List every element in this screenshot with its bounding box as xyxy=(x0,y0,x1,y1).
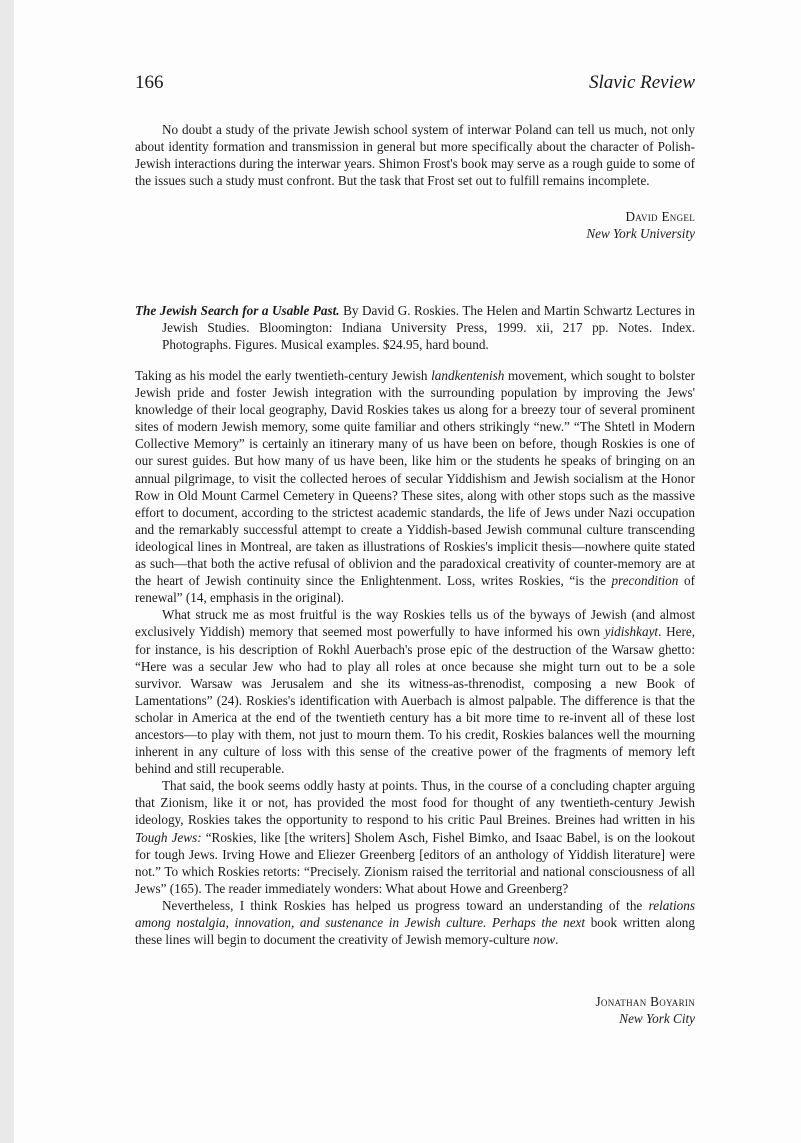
review2-paragraph-3: That said, the book seems oddly hasty at points. Thus, in the course of a concluding chapter arguing that Zionism, like it or not, has provided the most food for thought of any twentieth-century Jewish ideology, Roskies takes the opportunity to respond to his critic Paul Breines. Breines had written in his Tough Jews: “Roskies, like [the writers] Sholem Asch, Fishel Bimko, and Isaac Babel, is on the lookout for tough Jews. Irving Howe and Eliezer Greenberg [editors of an anthology of Yiddish literature] were not.” To which Roskies retorts: “Precisely. Zionism raised the territorial and national consciousness of all Jews” (165). The reader immediately wonders: What about Howe and Greenberg? xyxy=(135,778,695,896)
review1-signature xyxy=(395,208,695,242)
reviewer-institution: New York City xyxy=(619,1011,695,1026)
review2-signature xyxy=(395,993,695,1027)
review2-body xyxy=(135,367,695,948)
journal-title: Slavic Review xyxy=(588,72,695,93)
review1-body xyxy=(135,121,695,189)
book-title: The Jewish Search for a Usable Past. xyxy=(135,303,340,318)
page-header xyxy=(135,72,695,96)
review1-paragraph: No doubt a study of the private Jewish school system of interwar Poland can tell us much, not only about identity formation and transmission in general but more specifically about the character of Polish-Jewish interactions during the interwar years. Shimon Frost's book may serve as a rough guide to some of the issues such a study must confront. But the task that Frost set out to fulfill remains incomplete. xyxy=(135,122,695,189)
reviewer-name: Jonathan Boyarin xyxy=(595,994,695,1009)
review2-paragraph-4: Nevertheless, I think Roskies has helped us progress toward an understanding of the relations among nostalgia, innovation, and sustenance in Jewish culture. Perhaps the next book written along these lines will begin to document the creativity of Jewish memory-culture now. xyxy=(135,897,695,948)
reviewer-name: David Engel xyxy=(625,209,695,224)
document-page xyxy=(14,0,801,1143)
review2-paragraph-2: What struck me as most fruitful is the way Roskies tells us of the byways of Jewish (and almost exclusively Yiddish) memory that seemed most powerfully to have informed his own yidishkayt. Here, for instance, is his description of Rokhl Auerbach's prose epic of the destruction of the Warsaw ghetto: “Here was a secular Jew who had to play all roles at once because she might turn out to be a sole survivor. Warsaw was Jerusalem and she its witness-as-threnodist, composing a new Book of Lamentations” (24). Roskies's identification with Auerbach is almost palpable. The difference is that the scholar in America at the end of the twentieth century has a bit more time to re-invent all of these lost ancestors—to play with them, not just to mourn them. To his credit, Roskies balances well the mourning inherent in any culture of loss with this sense of the creative power of the fragments of memory left behind and still recuperable. xyxy=(135,607,695,777)
book-citation xyxy=(135,302,695,353)
page-number: 166 xyxy=(135,72,164,93)
review2-paragraph-1: Taking as his model the early twentieth-century Jewish landkentenish movement, which sought to bolster Jewish pride and foster Jewish integration with the surrounding population by improving the Jews' knowledge of their local geography, David Roskies takes us along for a breezy tour of several prominent sites of modern Jewish memory, some quite familiar and others strikingly “new.” “The Shtetl in Modern Collective Memory” is certainly an itinerary many of us have been on before, though Roskies is one of our surest guides. But how many of us have been, like him or the students he speaks of bringing on an annual pilgrimage, to visit the collected heroes of secular Yiddishism and Jewish socialism at the Honor Row in Old Mount Carmel Cemetery in Queens? These sites, along with other stops such as the massive effort to document, according to the strictest academic standards, the life of Jews under Nazi occupation and the remarkably successful attempt to create a Yiddish-based Jewish communal culture transcending ideological lines in Montreal, are taken as illustrations of Roskies's implicit thesis—nowhere quite stated as such—that both the active refusal of oblivion and the paradoxical creativity of counter-memory are at the heart of Jewish continuity since the Enlightenment. Loss, writes Roskies, “is the precondition of renewal” (14, emphasis in the original). xyxy=(135,368,695,606)
book-details: By David G. Roskies. The Helen and Martin Schwartz Lectures in Jewish Studies. Bloomington: Indiana University Press, 1999. xii, 217 pp. Notes. Index. Photographs. Figures. Musical examples. $24.95, hard bound. xyxy=(162,303,696,353)
reviewer-institution: New York University xyxy=(586,226,695,241)
